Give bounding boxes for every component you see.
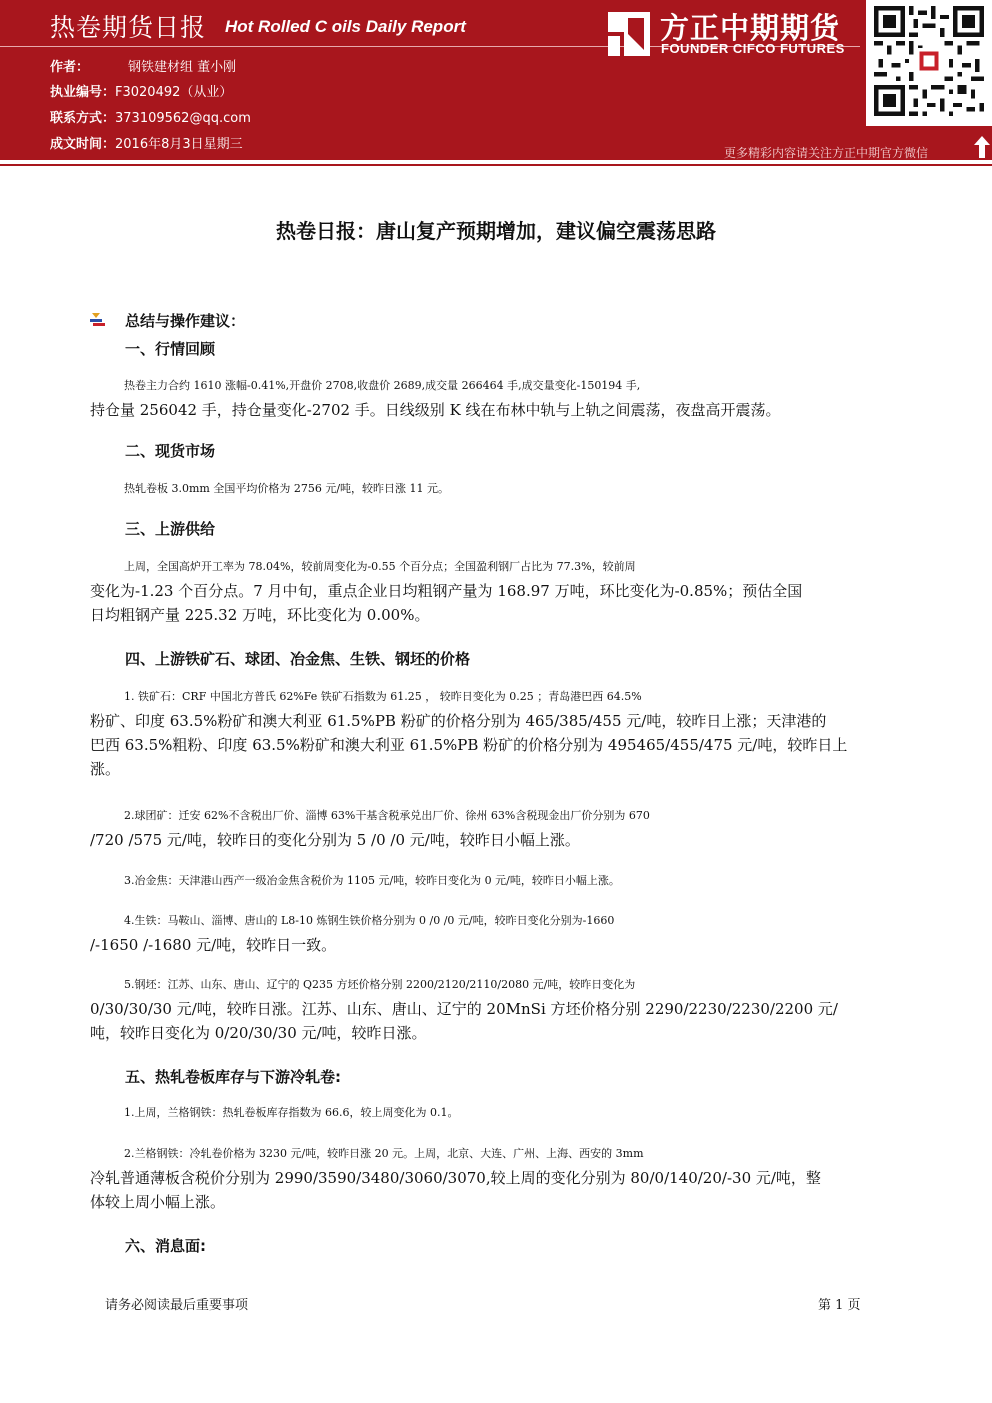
paragraph-line: 热卷主力合约 1610 涨幅-0.41%,开盘价 2708,收盘价 2689,成交量 266464 手,成交量变化-150194 手, (124, 379, 641, 392)
paragraph-line: 3.冶金焦：天津港山西产一级冶金焦含税价为 1105 元/吨，较昨日变化为 0 元/吨，较昨日小幅上涨。 (124, 874, 620, 887)
paragraph-line: /-1650 /-1680 元/吨，较昨日一致。 (90, 936, 337, 954)
section-3-paragraph (90, 555, 902, 627)
date-value: 2016年8月3日星期三 (115, 137, 243, 152)
contact-value: 373109562@qq.com (115, 111, 251, 126)
contact-row (50, 107, 251, 126)
author-key: 作者： (50, 60, 90, 75)
section-6-title: 六、消息面: (125, 1237, 206, 1255)
paragraph-line: 持仓量 256042 手，持仓量变化-2702 手。日线级别 K 线在布林中轨与上轨之间震荡，夜盘高开震荡。 (90, 401, 781, 419)
bullet-icon (90, 313, 106, 327)
report-title-en: Hot Rolled C oils Daily Report (225, 17, 466, 36)
coke-paragraph (90, 869, 902, 893)
company-logo-text: 方正中期期货 (660, 11, 841, 45)
section-2-title: 二、现货市场 (125, 442, 216, 460)
wechat-follow-note: 更多精彩内容请关注方正中期官方微信 (724, 146, 929, 160)
paragraph-line: 0/30/30/30 元/吨，较昨日涨。江苏、山东、唐山、辽宁的 20MnSi 方坯价格分别 2290/2230/2230/2200 元/ (90, 1000, 838, 1018)
paragraph-line: 变化为-1.23 个百分点。7 月中旬，重点企业日均粗钢产量为 168.97 万吨，环比变化为-0.85%；预估全国 (90, 582, 803, 600)
report-header (0, 0, 992, 160)
header-bottom-rule (0, 164, 992, 166)
paragraph-line: 1.上周，兰格钢铁：热轧卷板库存指数为 66.6，较上周变化为 0.1。 (124, 1106, 459, 1119)
inventory-paragraph (90, 1101, 902, 1125)
license-key: 执业编号： (50, 85, 116, 100)
paragraph-line: 2.球团矿：迁安 62%不含税出厂价、淄博 63%干基含税承兑出厂价、徐州 63%含税现金出厂价分别为 670 (124, 809, 650, 822)
paragraph-line: 吨，较昨日变化为 0/20/30/30 元/吨，较昨日涨。 (90, 1024, 427, 1042)
contact-key: 联系方式： (50, 111, 116, 126)
paragraph-line: 2.兰格钢铁：冷轧卷价格为 3230 元/吨，较昨日涨 20 元。上周，北京、大连、广州、上海、西安的 3mm (124, 1147, 644, 1160)
section-1-title: 一、行情回顾 (125, 340, 216, 358)
paragraph-line: 冷轧普通薄板含税价分别为 2990/3590/3480/3060/3070,较上周的变化分别为 80/0/140/20/-30 元/吨，整 (90, 1169, 821, 1187)
section-2-paragraph (90, 477, 902, 501)
paragraph-line: 日均粗钢产量 225.32 万吨，环比变化为 0.00%。 (90, 606, 430, 624)
billet-paragraph (90, 973, 902, 1045)
paragraph-line: 粉矿、印度 63.5%粉矿和澳大利亚 61.5%PB 粉矿的价格分别为 465/385/455 元/吨，较昨日上涨；天津港的 (90, 712, 827, 730)
paragraph-line: 体较上周小幅上涨。 (90, 1193, 226, 1211)
section-4-title: 四、上游铁矿石、球团、冶金焦、生铁、钢坯的价格 (125, 650, 471, 668)
paragraph-line: 涨。 (90, 760, 121, 778)
author-row (50, 56, 236, 75)
license-value: F3020492（从业） (115, 85, 233, 100)
paragraph-line: 1. 铁矿石：CRF 中国北方普氏 62%Fe 铁矿石指数为 61.25 ， 较昨日变化为 0.25 ；青岛港巴西 64.5% (124, 690, 642, 703)
section-3-title: 三、上游供给 (125, 520, 216, 538)
pellet-paragraph (90, 804, 902, 852)
author-value: 钢铁建材组 董小刚 (128, 60, 237, 75)
pig-iron-paragraph (90, 909, 902, 957)
report-title-cn: 热卷期货日报 (50, 13, 207, 42)
company-logo-en: FOUNDER CIFCO FUTURES (661, 41, 845, 56)
arrow-up-icon (974, 136, 990, 158)
date-row (50, 133, 243, 152)
qr-code-icon (874, 6, 984, 116)
section-5-title: 五、热轧卷板库存与下游冷轧卷: (125, 1068, 342, 1086)
footer-disclaimer: 请务必阅读最后重要事项 (105, 1298, 249, 1313)
cold-rolled-paragraph (90, 1142, 902, 1214)
qr-code-panel (866, 0, 992, 126)
document-title: 热卷日报：唐山复产预期增加，建议偏空震荡思路 (276, 219, 716, 243)
date-key: 成文时间： (50, 137, 116, 152)
section-1-paragraph (90, 374, 902, 422)
iron-ore-paragraph (90, 685, 902, 781)
paragraph-line: 上周，全国高炉开工率为 78.04%，较前周变化为-0.55 个百分点；全国盈利钢厂占比为 77.3%，较前周 (124, 560, 636, 573)
paragraph-line: 热轧卷板 3.0mm 全国平均价格为 2756 元/吨，较昨日涨 11 元。 (124, 482, 450, 495)
founder-logo-icon (604, 10, 652, 58)
paragraph-line: 巴西 63.5%粗粉、印度 63.5%粉矿和澳大利亚 61.5%PB 粉矿的价格分别为 495465/455/475 元/吨，较昨日上 (90, 736, 848, 754)
summary-label: 总结与操作建议： (125, 312, 246, 330)
paragraph-line: 4.生铁：马鞍山、淄博、唐山的 L8-10 炼钢生铁价格分别为 0 /0 /0 元/吨，较昨日变化分别为-1660 (124, 914, 615, 927)
page-number: 第 1 页 (818, 1298, 861, 1313)
paragraph-line: 5.钢坯：江苏、山东、唐山、辽宁的 Q235 方坯价格分别 2200/2120/2110/2080 元/吨，较昨日变化为 (124, 978, 636, 991)
paragraph-line: /720 /575 元/吨，较昨日的变化分别为 5 /0 /0 元/吨，较昨日小幅上涨。 (90, 831, 580, 849)
license-row (50, 81, 232, 100)
